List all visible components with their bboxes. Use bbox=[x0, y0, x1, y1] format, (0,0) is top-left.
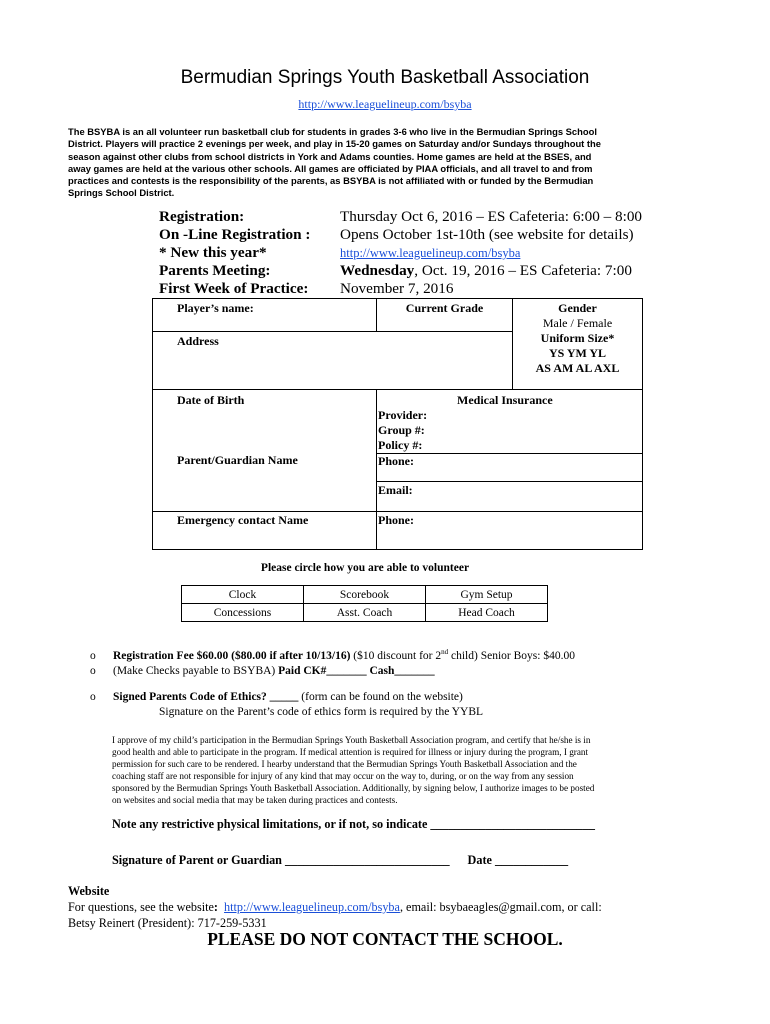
volunteer-option[interactable]: Asst. Coach bbox=[304, 604, 426, 622]
do-not-contact-notice: PLEASE DO NOT CONTACT THE SCHOOL. bbox=[207, 929, 563, 949]
uniform-sizes-adult: AS AM AL AXL bbox=[535, 361, 620, 375]
fee-discount: ($10 discount for 2 bbox=[350, 650, 442, 662]
parents-meeting-value bbox=[340, 262, 642, 280]
intro-line: The BSYBA is an all volunteer run basketball club for students in grades 3-6 who live in the Bermudian Springs School bbox=[68, 126, 597, 137]
meeting-day: Wednesday bbox=[340, 262, 415, 279]
ethics-question: Signed Parents Code of Ethics? _____ bbox=[113, 691, 299, 703]
agreement-line: on websites and social media that may be taken during practices and contests. bbox=[112, 795, 398, 806]
new-this-year-label: * New this year* bbox=[159, 244, 267, 261]
gender-cell[interactable] bbox=[513, 299, 643, 332]
online-registration-value: Opens October 1st-10th (see website for details) bbox=[340, 226, 634, 243]
website-email-text: , email: bsybaeagles@gmail.com, or call: bbox=[399, 900, 602, 914]
first-week-practice-value: November 7, 2016 bbox=[340, 280, 454, 297]
address-label: Address bbox=[177, 333, 219, 348]
player-name-label: Player’s name: bbox=[177, 301, 254, 315]
website-heading: Website bbox=[68, 884, 110, 898]
parent-agreement bbox=[112, 734, 652, 807]
new-this-year-link[interactable]: http://www.leaguelineup.com/bsyba bbox=[340, 246, 521, 260]
fee-payable: (Make Checks payable to BSYBA) bbox=[113, 665, 279, 677]
emergency-phone-cell[interactable] bbox=[377, 511, 643, 549]
physical-limitations-field[interactable]: Note any restrictive physical limitations, or if not, so indicate ___________________________ bbox=[112, 817, 595, 831]
ethics-note: (form can be found on the website) bbox=[298, 691, 463, 703]
email-label: Email: bbox=[378, 482, 413, 497]
intro-line: District. Players will practice 2 evenings per week, and play in 15-20 games on Saturday and/or Sundays throughout the bbox=[68, 138, 601, 150]
ethics-requirement: Signature on the Parent’s code of ethics form is required by the YYBL bbox=[159, 706, 484, 718]
emergency-phone-label: Phone: bbox=[378, 512, 414, 527]
registration-label: Registration: bbox=[159, 208, 245, 225]
fee-senior: child) Senior Boys: $40.00 bbox=[448, 650, 575, 662]
fee-paid-fields: Paid CK#_______ Cash_______ bbox=[278, 665, 435, 677]
intro-paragraph bbox=[68, 126, 680, 200]
website-colon: : bbox=[213, 900, 218, 914]
parent-name-label: Parent/Guardian Name bbox=[177, 453, 298, 467]
uniform-size-cell[interactable] bbox=[513, 331, 643, 389]
volunteer-option[interactable]: Gym Setup bbox=[426, 586, 548, 604]
header-website-link[interactable]: http://www.leaguelineup.com/bsyba bbox=[298, 97, 472, 111]
website-section bbox=[68, 883, 602, 931]
volunteer-option[interactable]: Clock bbox=[182, 586, 304, 604]
parent-phone-label: Phone: bbox=[378, 453, 414, 468]
bullet-icon: o bbox=[90, 691, 96, 703]
date-of-birth-label: Date of Birth bbox=[177, 392, 245, 407]
fee-sup: nd bbox=[441, 648, 449, 657]
bullet-icon: o bbox=[90, 650, 96, 662]
player-name-cell[interactable] bbox=[153, 299, 377, 332]
provider-label: Provider: bbox=[378, 407, 428, 422]
bullet-icon: o bbox=[90, 665, 96, 677]
parent-phone-cell[interactable] bbox=[377, 453, 643, 481]
intro-line: season against other clubs from school districts in York and Adams counties. Home games are held at the BSES, and bbox=[68, 150, 592, 162]
first-week-practice-label: First Week of Practice: bbox=[159, 280, 309, 297]
current-grade-cell[interactable] bbox=[377, 299, 513, 332]
volunteer-option[interactable]: Concessions bbox=[182, 604, 304, 622]
parents-meeting-label: Parents Meeting: bbox=[159, 262, 271, 279]
medical-insurance-label: Medical Insurance bbox=[457, 392, 553, 407]
agreement-line: permission for such care to be rendered. I hearby understand that the Bermudian Springs Youth Basketball Association and the bbox=[112, 759, 577, 770]
intro-line: away games are held at the various other schools. All games are officiated by PIAA officials, and all travel to and from bbox=[68, 162, 593, 174]
website-link[interactable]: http://www.leaguelineup.com/bsyba bbox=[224, 900, 400, 914]
registration-labels bbox=[159, 208, 310, 298]
emergency-contact-label: Emergency contact Name bbox=[177, 512, 309, 527]
player-info-form bbox=[152, 298, 643, 550]
agreement-line: good health and able to participate in the program. If medical attention is required for illness or injury during the program, I grant bbox=[112, 747, 589, 758]
uniform-size-label: Uniform Size* bbox=[540, 331, 615, 345]
signature-row bbox=[112, 853, 568, 868]
online-registration-label: On -Line Registration : bbox=[159, 226, 311, 243]
gender-options: Male / Female bbox=[542, 316, 613, 330]
registration-values bbox=[340, 208, 642, 298]
uniform-sizes-youth: YS YM YL bbox=[548, 346, 607, 360]
website-questions-text: For questions, see the website bbox=[68, 900, 214, 914]
meeting-details: , Oct. 19, 2016 – ES Cafeteria: 7:00 bbox=[414, 262, 632, 279]
fee-amount: Registration Fee $60.00 ($80.00 if after 10/13/16) bbox=[113, 650, 351, 662]
intro-line: practices and contests is the responsibility of the parents, as BSYBA is not affiliated with or funded by the Bermudian bbox=[68, 175, 594, 187]
date-field[interactable]: Date ____________ bbox=[467, 853, 569, 867]
code-of-ethics-item bbox=[90, 690, 483, 720]
policy-label: Policy #: bbox=[378, 437, 423, 452]
registration-value: Thursday Oct 6, 2016 – ES Cafeteria: 6:00 – 8:00 bbox=[340, 208, 643, 225]
parent-name-cell[interactable] bbox=[153, 453, 377, 511]
email-cell[interactable] bbox=[377, 481, 643, 511]
intro-line: Springs School District. bbox=[68, 187, 175, 199]
group-label: Group #: bbox=[378, 422, 425, 437]
gender-label: Gender bbox=[558, 301, 597, 315]
date-of-birth-cell[interactable] bbox=[153, 389, 377, 453]
volunteer-option[interactable]: Scorebook bbox=[304, 586, 426, 604]
agreement-line: coaching staff are not responsible for injury of any kind that may occur on the way to, during, or on the way from any session bbox=[112, 771, 574, 782]
medical-insurance-cell[interactable] bbox=[377, 389, 643, 453]
agreement-line: sponsored by the Bermudian Springs Youth Basketball Association. Additionally, by signing below, I authorize images to be posted bbox=[112, 783, 595, 794]
page-title: Bermudian Springs Youth Basketball Association bbox=[180, 67, 590, 88]
agreement-line: I approve of my child’s participation in the Bermudian Springs Youth Basketball Association program, and certify that he/she is in bbox=[112, 735, 591, 745]
volunteer-option[interactable]: Head Coach bbox=[426, 604, 548, 622]
emergency-contact-cell[interactable] bbox=[153, 511, 377, 549]
volunteer-table bbox=[181, 585, 548, 622]
registration-fee-item bbox=[90, 649, 575, 679]
volunteer-title: Please circle how you are able to volunteer bbox=[260, 562, 470, 574]
president-contact: Betsy Reinert (President): 717-259-5331 bbox=[68, 916, 267, 930]
current-grade-label: Current Grade bbox=[405, 301, 484, 315]
address-cell[interactable] bbox=[153, 331, 513, 389]
signature-field[interactable]: Signature of Parent or Guardian ___________________________ bbox=[112, 853, 450, 867]
